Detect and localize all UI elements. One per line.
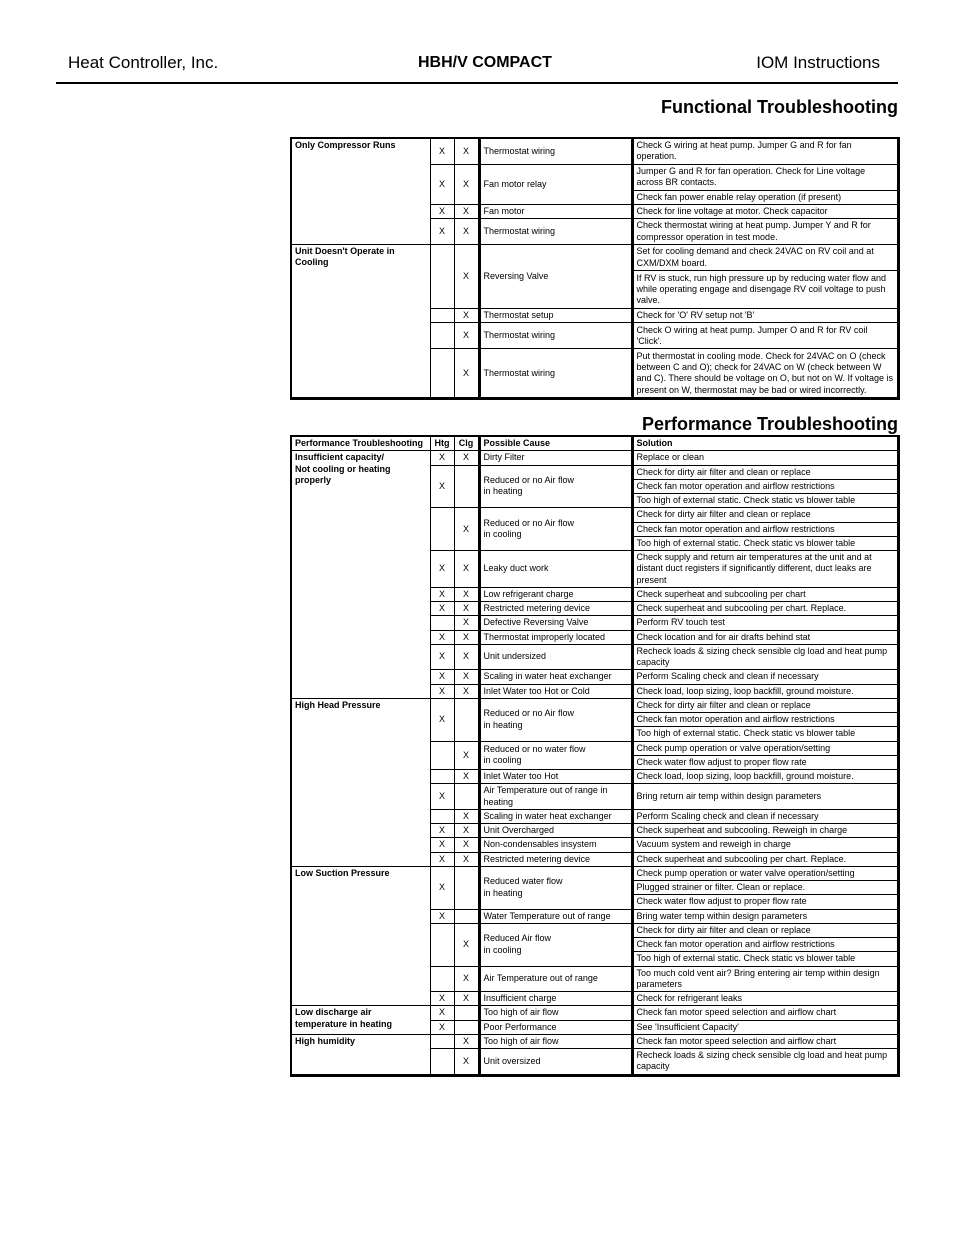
solution-cell: Check fan motor operation and airflow restrictions [632,713,898,727]
solution-cell: Too high of external static. Check static vs blower table [632,727,898,741]
solution-cell: Check fan motor operation and airflow restrictions [632,522,898,536]
solution-cell: Check thermostat wiring at heat pump. Jumper Y and R for compressor operation in test mode. [632,219,898,245]
clg-cell: X [454,551,479,588]
clg-cell: X [454,770,479,784]
cause-cell: Reduced water flow in heating [479,866,632,909]
performance-table-body [291,436,898,1075]
cause-cell: Reduced or no Air flow in heating [479,465,632,508]
cause-cell: Fan motor relay [479,164,632,204]
col-header-cause: Possible Cause [479,436,632,451]
solution-cell: Bring return air temp within design parameters [632,784,898,810]
solution-cell: Check location and for air drafts behind stat [632,630,898,644]
clg-cell: X [454,824,479,838]
htg-cell [430,508,454,551]
product-name: HBH/V COMPACT [418,54,552,71]
clg-cell: X [454,204,479,218]
htg-cell: X [430,684,454,698]
table-row [291,698,898,712]
clg-cell: X [454,616,479,630]
table-row [291,245,898,271]
clg-cell [454,909,479,923]
htg-cell: X [430,219,454,245]
cause-cell: Low refrigerant charge [479,587,632,601]
performance-troubleshooting-table [290,435,900,1077]
solution-cell: Replace or clean [632,451,898,465]
clg-cell: X [454,644,479,670]
clg-cell: X [454,587,479,601]
htg-cell [430,616,454,630]
solution-cell: Check superheat and subcooling per chart. Replace. [632,852,898,866]
clg-cell: X [454,245,479,309]
solution-cell: Check load, loop sizing, loop backfill, ground moisture. [632,770,898,784]
cause-cell: Air Temperature out of range in heating [479,784,632,810]
problem-cell: High Head Pressure [291,698,430,866]
clg-cell: X [454,741,479,770]
solution-cell: Check pump operation or valve operation/setting [632,741,898,755]
cause-cell: Reduced or no Air flow in cooling [479,508,632,551]
cause-cell: Thermostat wiring [479,323,632,349]
solution-cell: Check fan motor speed selection and airflow chart [632,1006,898,1020]
htg-cell: X [430,138,454,164]
company-name: Heat Controller, Inc. [68,53,219,72]
htg-cell: X [430,602,454,616]
clg-cell [454,465,479,508]
solution-cell: Check superheat and subcooling per chart. Replace. [632,602,898,616]
solution-cell: Too high of external static. Check static vs blower table [632,952,898,966]
htg-cell: X [430,866,454,909]
clg-cell: X [454,852,479,866]
clg-cell [454,1020,479,1034]
table-row [291,866,898,880]
solution-cell: Check for 'O' RV setup not 'B' [632,309,898,323]
htg-cell: X [430,670,454,684]
cause-cell: Restricted metering device [479,852,632,866]
solution-cell: Too much cold vent air? Bring entering air temp within design parameters [632,966,898,992]
cause-cell: Too high of air flow [479,1034,632,1048]
problem-cell: Low discharge air temperature in heating [291,1006,430,1035]
clg-cell [454,784,479,810]
htg-cell: X [430,824,454,838]
cause-cell: Unit undersized [479,644,632,670]
cause-cell: Inlet Water too Hot or Cold [479,684,632,698]
solution-cell: Check fan motor operation and airflow restrictions [632,938,898,952]
solution-cell: If RV is stuck, run high pressure up by reducing water flow and while operating engage and disengage RV coil voltage to push valve. [632,271,898,309]
solution-cell: Perform RV touch test [632,616,898,630]
clg-cell [454,866,479,909]
solution-cell: Check fan motor speed selection and airflow chart [632,1034,898,1048]
htg-cell: X [430,204,454,218]
clg-cell: X [454,451,479,465]
problem-cell: Only Compressor Runs [291,138,430,245]
cause-cell: Inlet Water too Hot [479,770,632,784]
clg-cell: X [454,602,479,616]
solution-cell: Bring water temp within design parameters [632,909,898,923]
solution-cell: Check for refrigerant leaks [632,992,898,1006]
cause-cell: Scaling in water heat exchanger [479,670,632,684]
clg-cell: X [454,630,479,644]
htg-cell: X [430,784,454,810]
clg-cell [454,1006,479,1020]
solution-cell: Plugged strainer or filter. Clean or replace. [632,881,898,895]
htg-cell [430,245,454,309]
clg-cell: X [454,1049,479,1076]
solution-cell: Check G wiring at heat pump. Jumper G and R for fan operation. [632,138,898,164]
htg-cell: X [430,1020,454,1034]
solution-cell: Check supply and return air temperatures at the unit and at distant duct registers if significantly different, duct leaks are present [632,551,898,588]
solution-cell: Jumper G and R for fan operation. Check for Line voltage across BR contacts. [632,164,898,190]
htg-cell: X [430,587,454,601]
htg-cell: X [430,164,454,204]
clg-cell: X [454,809,479,823]
solution-cell: Check water flow adjust to proper flow rate [632,895,898,909]
clg-cell: X [454,164,479,204]
cause-cell: Non-condensables insystem [479,838,632,852]
col-header-htg: Htg [430,436,454,451]
htg-cell [430,966,454,992]
clg-cell: X [454,323,479,349]
clg-cell: X [454,684,479,698]
htg-cell: X [430,838,454,852]
cause-cell: Reduced or no water flow in cooling [479,741,632,770]
cause-cell: Reduced Air flow in cooling [479,923,632,966]
cause-cell: Thermostat setup [479,309,632,323]
cause-cell: Thermostat wiring [479,349,632,399]
col-header-solution: Solution [632,436,898,451]
cause-cell: Insufficient charge [479,992,632,1006]
clg-cell: X [454,1034,479,1048]
htg-cell [430,923,454,966]
htg-cell [430,809,454,823]
document-type: IOM Instructions [756,53,880,72]
solution-cell: Check for dirty air filter and clean or replace [632,465,898,479]
htg-cell [430,741,454,770]
solution-cell: Check for line voltage at motor. Check capacitor [632,204,898,218]
htg-cell [430,309,454,323]
htg-cell: X [430,698,454,741]
cause-cell: Restricted metering device [479,602,632,616]
solution-cell: Check superheat and subcooling. Reweigh in charge [632,824,898,838]
cause-cell: Scaling in water heat exchanger [479,809,632,823]
solution-cell: Check load, loop sizing, loop backfill, ground moisture. [632,684,898,698]
solution-cell: Set for cooling demand and check 24VAC on RV coil and at CXM/DXM board. [632,245,898,271]
functional-troubleshooting-table [290,137,900,400]
cause-cell: Thermostat wiring [479,138,632,164]
solution-cell: Recheck loads & sizing check sensible clg load and heat pump capacity [632,1049,898,1076]
cause-cell: Fan motor [479,204,632,218]
solution-cell: Too high of external static. Check static vs blower table [632,536,898,550]
clg-cell: X [454,670,479,684]
htg-cell: X [430,465,454,508]
htg-cell: X [430,909,454,923]
solution-cell: Check water flow adjust to proper flow rate [632,755,898,769]
problem-cell: Insufficient capacity/ Not cooling or heating properly [291,451,430,699]
htg-cell [430,323,454,349]
solution-cell: Check fan motor operation and airflow restrictions [632,479,898,493]
clg-cell [454,698,479,741]
clg-cell: X [454,838,479,852]
table-row [291,138,898,164]
solution-cell: Check for dirty air filter and clean or replace [632,698,898,712]
cause-cell: Dirty Filter [479,451,632,465]
solution-cell: Check fan power enable relay operation (if present) [632,190,898,204]
solution-cell: Check O wiring at heat pump. Jumper O and R for RV coil 'Click'. [632,323,898,349]
problem-cell: Low Suction Pressure [291,866,430,1006]
htg-cell [430,1049,454,1076]
solution-cell: See 'Insufficient Capacity' [632,1020,898,1034]
clg-cell: X [454,966,479,992]
solution-cell: Check pump operation or water valve operation/setting [632,866,898,880]
cause-cell: Reduced or no Air flow in heating [479,698,632,741]
table-row [291,1034,898,1048]
solution-cell: Too high of external static. Check static vs blower table [632,494,898,508]
cause-cell: Water Temperature out of range [479,909,632,923]
solution-cell: Check superheat and subcooling per chart [632,587,898,601]
solution-cell: Check for dirty air filter and clean or replace [632,923,898,937]
functional-table-body [291,138,898,399]
col-header-problem: Performance Troubleshooting [291,436,430,451]
clg-cell: X [454,219,479,245]
htg-cell: X [430,992,454,1006]
cause-cell: Air Temperature out of range [479,966,632,992]
htg-cell [430,770,454,784]
htg-cell: X [430,1006,454,1020]
htg-cell: X [430,852,454,866]
table-row [291,451,898,465]
cause-cell: Reversing Valve [479,245,632,309]
table-header-row [291,436,898,451]
cause-cell: Thermostat wiring [479,219,632,245]
cause-cell: Leaky duct work [479,551,632,588]
problem-cell: Unit Doesn't Operate in Cooling [291,245,430,399]
col-header-clg: Clg [454,436,479,451]
cause-cell: Poor Performance [479,1020,632,1034]
clg-cell: X [454,349,479,399]
cause-cell: Unit Overcharged [479,824,632,838]
solution-cell: Recheck loads & sizing check sensible clg load and heat pump capacity [632,644,898,670]
cause-cell: Thermostat improperly located [479,630,632,644]
clg-cell: X [454,508,479,551]
clg-cell: X [454,138,479,164]
clg-cell: X [454,992,479,1006]
table-row [291,1006,898,1020]
htg-cell [430,349,454,399]
solution-cell: Perform Scaling check and clean if necessary [632,670,898,684]
cause-cell: Too high of air flow [479,1006,632,1020]
cause-cell: Unit oversized [479,1049,632,1076]
htg-cell: X [430,551,454,588]
solution-cell: Perform Scaling check and clean if necessary [632,809,898,823]
solution-cell: Check for dirty air filter and clean or replace [632,508,898,522]
htg-cell: X [430,644,454,670]
htg-cell [430,1034,454,1048]
functional-section-title: Functional Troubleshooting [661,97,898,117]
clg-cell: X [454,309,479,323]
htg-cell: X [430,451,454,465]
htg-cell: X [430,630,454,644]
page-header [56,50,898,84]
solution-cell: Put thermostat in cooling mode. Check for 24VAC on O (check between C and O); check for 24VAC on W (check between W and C). There should be voltage on O, but not on W. If voltage is present on W, thermostat may be bad or wired incorrectly. [632,349,898,399]
problem-cell: High humidity [291,1034,430,1075]
cause-cell: Defective Reversing Valve [479,616,632,630]
performance-section-title: Performance Troubleshooting [641,414,898,434]
clg-cell: X [454,923,479,966]
solution-cell: Vacuum system and reweigh in charge [632,838,898,852]
